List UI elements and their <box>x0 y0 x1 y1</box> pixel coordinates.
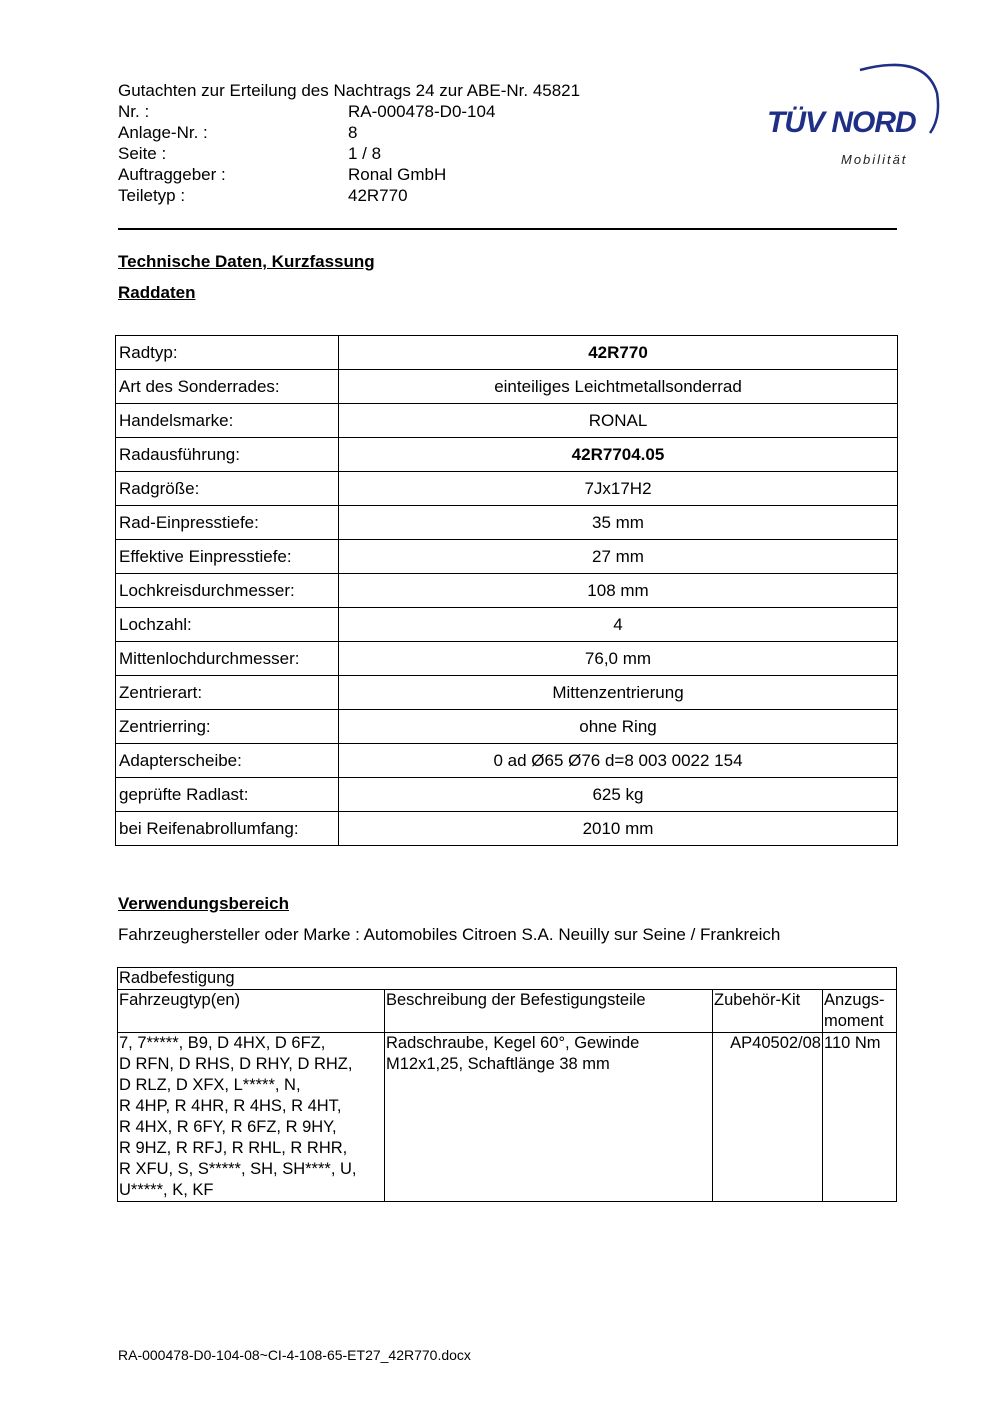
raddaten-row <box>116 710 898 744</box>
beschreibung-cell <box>385 1033 713 1202</box>
befestigung-header: Anzugs-moment <box>823 990 897 1033</box>
raddaten-row <box>116 506 898 540</box>
header-field-label: Teiletyp : <box>118 186 186 205</box>
raddaten-value: einteiliges Leichtmetallsonderrad <box>339 370 898 404</box>
raddaten-key: Mittenlochdurchmesser: <box>116 642 339 676</box>
document-header <box>118 80 580 206</box>
raddaten-value: ohne Ring <box>339 710 898 744</box>
header-field <box>118 101 580 122</box>
raddaten-key: Radgröße: <box>116 472 339 506</box>
raddaten-row <box>116 608 898 642</box>
raddaten-row <box>116 812 898 846</box>
header-field-value: 1 / 8 <box>348 144 382 163</box>
raddaten-value: 7Jx17H2 <box>339 472 898 506</box>
befestigung-header: Beschreibung der Befestigungsteile <box>385 990 713 1033</box>
raddaten-value: 27 mm <box>339 540 898 574</box>
raddaten-value: RONAL <box>339 404 898 438</box>
raddaten-value: 108 mm <box>339 574 898 608</box>
header-field-label: Auftraggeber : <box>118 165 226 184</box>
raddaten-value: Mittenzentrierung <box>339 676 898 710</box>
beschreibung-line: M12x1,25, Schaftlänge 38 mm <box>386 1055 610 1073</box>
raddaten-row <box>116 540 898 574</box>
fahrzeugtypen-cell <box>118 1033 385 1202</box>
header-field-value: 8 <box>348 123 358 142</box>
header-field-value: 42R770 <box>348 186 408 205</box>
header-title: Gutachten zur Erteilung des Nachtrags 24 zur ABE-Nr. 45821 <box>118 81 581 100</box>
raddaten-key: Handelsmarke: <box>116 404 339 438</box>
raddaten-key: Effektive Einpresstiefe: <box>116 540 339 574</box>
fahrzeugtyp-line: 7, 7*****, B9, D 4HX, D 6FZ, <box>119 1034 326 1052</box>
logo-brand: TÜV NORD <box>767 106 916 139</box>
raddaten-row <box>116 778 898 812</box>
raddaten-value: 4 <box>339 608 898 642</box>
raddaten-row <box>116 404 898 438</box>
befestigung-header: Fahrzeugtyp(en) <box>118 990 385 1033</box>
zubehoer-kit-cell: AP40502/08 <box>713 1033 823 1202</box>
header-field-label: Seite : <box>118 144 167 163</box>
logo-subtitle: Mobilität <box>841 152 908 167</box>
header-field-label: Nr. : <box>118 102 150 121</box>
header-field <box>118 122 580 143</box>
raddaten-key: Zentrierart: <box>116 676 339 710</box>
raddaten-value: 42R770 <box>339 336 898 370</box>
tuv-nord-logo <box>765 58 945 173</box>
raddaten-key: Rad-Einpresstiefe: <box>116 506 339 540</box>
raddaten-row <box>116 574 898 608</box>
raddaten-value: 2010 mm <box>339 812 898 846</box>
befestigung-caption: Radbefestigung <box>118 968 897 990</box>
befestigung-table <box>117 967 897 1202</box>
fahrzeugtyp-line: R 9HZ, R RFJ, R RHL, R RHR, <box>119 1139 348 1157</box>
verwendung-title: Verwendungsbereich <box>118 894 289 913</box>
raddaten-row <box>116 744 898 778</box>
header-divider <box>118 228 897 230</box>
header-field <box>118 164 580 185</box>
raddaten-table <box>115 335 898 846</box>
verwendung-line: Fahrzeughersteller oder Marke : Automobiles Citroen S.A. Neuilly sur Seine / Frankreich <box>118 925 781 944</box>
section-title: Technische Daten, Kurzfassung <box>118 252 375 271</box>
beschreibung-line: Radschraube, Kegel 60°, Gewinde <box>386 1034 640 1052</box>
header-field-value: RA-000478-D0-104 <box>348 102 496 121</box>
fahrzeugtyp-line: D RLZ, D XFX, L*****, N, <box>119 1076 301 1094</box>
raddaten-row <box>116 336 898 370</box>
raddaten-row <box>116 642 898 676</box>
raddaten-key: Art des Sonderrades: <box>116 370 339 404</box>
raddaten-key: geprüfte Radlast: <box>116 778 339 812</box>
befestigung-header: Zubehör-Kit <box>713 990 823 1033</box>
fahrzeugtyp-line: R 4HX, R 6FY, R 6FZ, R 9HY, <box>119 1118 337 1136</box>
raddaten-row <box>116 472 898 506</box>
raddaten-row <box>116 676 898 710</box>
raddaten-key: Radtyp: <box>116 336 339 370</box>
fahrzeugtyp-line: U*****, K, KF <box>119 1181 214 1199</box>
raddaten-key: Lochkreisdurchmesser: <box>116 574 339 608</box>
raddaten-key: Lochzahl: <box>116 608 339 642</box>
footer-filename: RA-000478-D0-104-08~CI-4-108-65-ET27_42R770.docx <box>118 1347 471 1363</box>
raddaten-key: Zentrierring: <box>116 710 339 744</box>
raddaten-value: 0 ad Ø65 Ø76 d=8 003 0022 154 <box>339 744 898 778</box>
fahrzeugtyp-line: R 4HP, R 4HR, R 4HS, R 4HT, <box>119 1097 342 1115</box>
anzugsmoment-cell: 110 Nm <box>823 1033 897 1202</box>
raddaten-value: 42R7704.05 <box>339 438 898 472</box>
raddaten-title: Raddaten <box>118 283 196 302</box>
raddaten-value: 625 kg <box>339 778 898 812</box>
raddaten-row <box>116 438 898 472</box>
raddaten-key: Radausführung: <box>116 438 339 472</box>
raddaten-key: Adapterscheibe: <box>116 744 339 778</box>
header-field <box>118 185 580 206</box>
header-field-value: Ronal GmbH <box>348 165 447 184</box>
raddaten-row <box>116 370 898 404</box>
raddaten-key: bei Reifenabrollumfang: <box>116 812 339 846</box>
header-field-label: Anlage-Nr. : <box>118 123 208 142</box>
raddaten-value: 76,0 mm <box>339 642 898 676</box>
fahrzeugtyp-line: R XFU, S, S*****, SH, SH****, U, <box>119 1160 357 1178</box>
raddaten-value: 35 mm <box>339 506 898 540</box>
fahrzeugtyp-line: D RFN, D RHS, D RHY, D RHZ, <box>119 1055 353 1073</box>
header-field <box>118 143 580 164</box>
